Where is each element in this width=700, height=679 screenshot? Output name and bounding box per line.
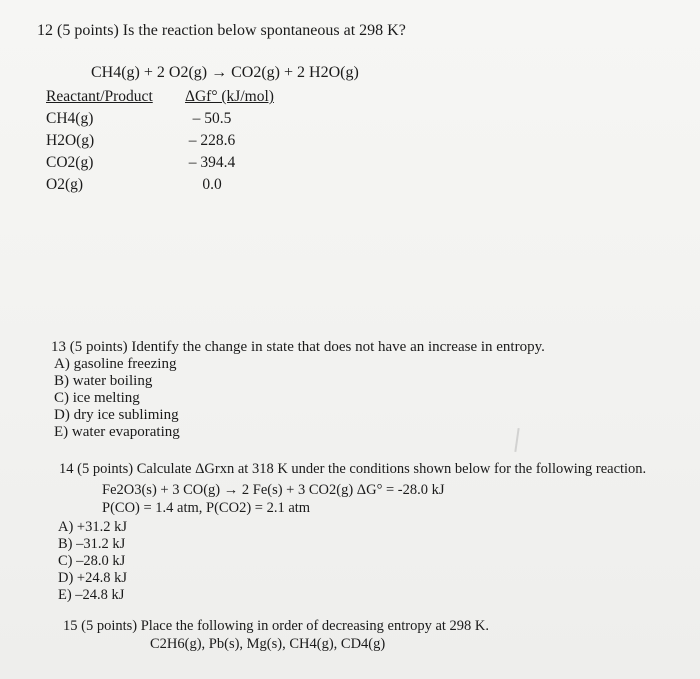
question-15-title: 15 (5 points) Place the following in order of decreasing entropy at 298 K. [63, 618, 490, 634]
question-14-option: A) +31.2 kJ [58, 519, 127, 535]
question-14-option: E) –24.8 kJ [58, 587, 125, 603]
table-row-value: – 50.5 [192, 110, 232, 127]
question-14-title: 14 (5 points) Calculate ΔGrxn at 318 K under the conditions shown below for the following reaction. [59, 461, 647, 477]
table-header-delta-g: ΔGf° (kJ/mol) [185, 88, 274, 105]
question-14-option: B) –31.2 kJ [58, 536, 126, 552]
question-14-conditions: P(CO) = 1.4 atm, P(CO2) = 2.1 atm [102, 500, 311, 516]
question-14-equation: Fe2O3(s) + 3 CO(g) → 2 Fe(s) + 3 CO2(g) ΔG° = -28.0 kJ [102, 482, 445, 498]
question-13-title: 13 (5 points) Identify the change in state that does not have an increase in entropy. [51, 339, 545, 355]
question-15-species-list: C2H6(g), Pb(s), Mg(s), CH4(g), CD4(g) [150, 636, 386, 652]
pencil-mark [514, 428, 519, 452]
question-14-option: C) –28.0 kJ [58, 553, 126, 569]
table-header-species: Reactant/Product [46, 88, 153, 105]
table-row-value: – 394.4 [188, 154, 236, 171]
table-row-value: – 228.6 [188, 132, 236, 149]
question-14-option: D) +24.8 kJ [58, 570, 127, 586]
question-13-option: B) water boiling [54, 373, 153, 389]
question-13-option: A) gasoline freezing [54, 356, 177, 372]
question-13-option: C) ice melting [54, 390, 140, 406]
table-row-species: H2O(g) [46, 132, 95, 149]
table-row-species: CO2(g) [46, 154, 94, 171]
table-row-value: 0.0 [202, 176, 222, 193]
question-12-equation: CH4(g) + 2 O2(g) → CO2(g) + 2 H2O(g) [91, 64, 359, 81]
question-12-title: 12 (5 points) Is the reaction below spontaneous at 298 K? [37, 22, 406, 39]
question-13-option: D) dry ice subliming [54, 407, 179, 423]
question-13-option: E) water evaporating [54, 424, 180, 440]
table-row-species: CH4(g) [46, 110, 94, 127]
table-row-species: O2(g) [46, 176, 84, 193]
